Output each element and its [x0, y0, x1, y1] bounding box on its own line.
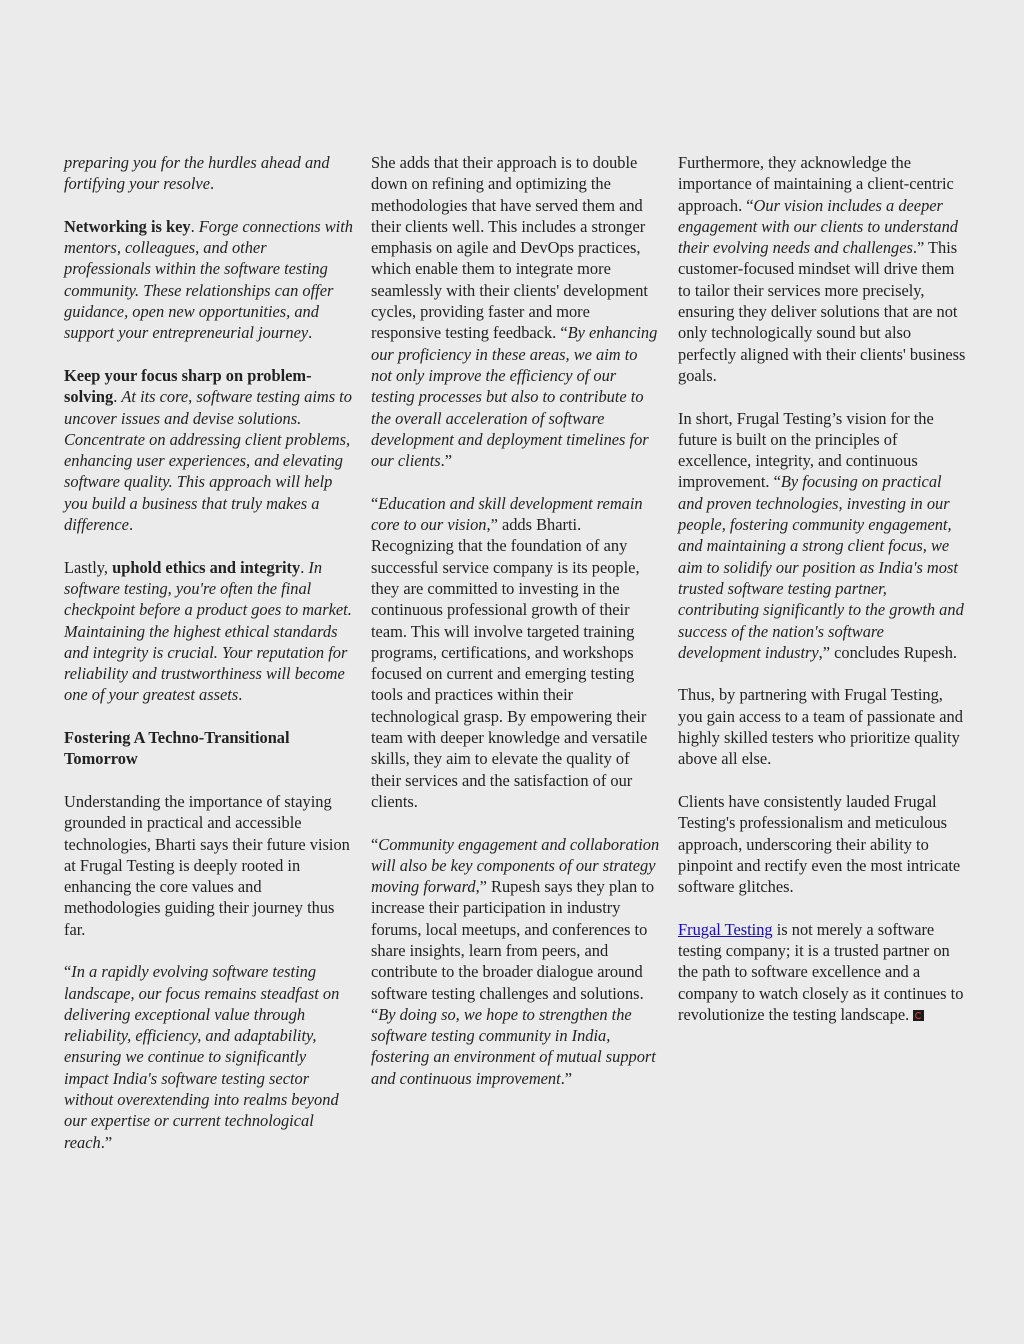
- paragraph-education: “Education and skill development remain core to our vision,” adds Bharti. Recognizing that the foundation of any successful service company is its people, they are committed to investing in the continuous professional growth of their team. This will involve targeted training programs, certifications, and workshops focused on current and emerging testing tools and practices within their technological grasp. By empowering their team with deeper knowledge and versatile skills, they aim to elevate the quality of their services and the satisfaction of our clients.: [371, 493, 648, 811]
- section-heading: Fostering A Techno-Transitional Tomorrow: [64, 728, 290, 769]
- frugal-testing-link[interactable]: Frugal Testing: [678, 919, 773, 939]
- paragraph-partnering: Thus, by partnering with Frugal Testing, you gain access to a team of passionate and highly skilled testers who prioritize quality above all else.: [678, 685, 963, 769]
- column-2: [371, 152, 661, 1110]
- paragraph-client-centric: Furthermore, they acknowledge the importance of maintaining a client-centric approach. “Our vision includes a deeper engagement with our clients to understand their evolving needs and challenges.” This customer-focused mindset will drive them to tailor their services more precisely, ensuring they deliver solutions that are not only technologically sound but also perfectly aligned with their clients' business goals.: [678, 153, 966, 385]
- paragraph-ethics: Lastly, uphold ethics and integrity. In software testing, you're often the final checkpoint before a product goes to market. Maintaining the highest ethical standards and integrity is crucial. Your reputation for reliability and trustworthiness will become one of your greatest assets.: [64, 557, 352, 705]
- paragraph-networking: Networking is key. Forge connections with mentors, colleagues, and other professionals within the software testing community. These relationships can offer guidance, open new opportunities, and support your entrepreneurial journey.: [64, 216, 353, 343]
- paragraph-problem-solving: Keep your focus sharp on problem-solving. At its core, software testing aims to uncover issues and devise solutions. Concentrate on addressing client problems, enhancing user experiences, and elevating software quality. This approach will help you build a business that truly makes a difference.: [64, 365, 352, 535]
- tip-heading: Networking is key: [64, 216, 191, 236]
- paragraph-quote-landscape: “In a rapidly evolving software testing landscape, our focus remains steadfast on delivering exceptional value through reliability, efficiency, and adaptability, ensuring we continue to significantly impact India's software testing sector without overextending into realms beyond our expertise or current technological reach.”: [64, 962, 340, 1152]
- paragraph-vision-summary: In short, Frugal Testing’s vision for the future is built on the principles of excellence, integrity, and continuous improvement. “By focusing on practical and proven technologies, investing in our people, fostering community engagement, and maintaining a strong client focus, we aim to solidify our position as India's most trusted software testing partner, contributing significantly to the growth and success of the nation's software development industry,” concludes Rupesh.: [678, 408, 964, 662]
- end-of-article-mark-icon: [913, 1010, 924, 1021]
- paragraph-closing: Frugal Testing is not merely a software testing company; it is a trusted partner on the path to software excellence and a company to watch closely as it continues to revolutionize the testing landscape.: [678, 919, 964, 1024]
- paragraph-understanding: Understanding the importance of staying grounded in practical and accessible technologies, Bharti says their future vision at Frugal Testing is deeply rooted in enhancing the core values and methodologies guiding their journey thus far.: [64, 791, 350, 939]
- paragraph-clients-lauded: Clients have consistently lauded Frugal Testing's professionalism and meticulous approach, underscoring their ability to pinpoint and rectify even the most intricate software glitches.: [678, 791, 961, 897]
- tip-heading: Keep your focus sharp on problem-solving: [64, 365, 312, 407]
- tip-heading: uphold ethics and integrity: [112, 557, 301, 577]
- paragraph-intro-continued: preparing you for the hurdles ahead and fortifying your resolve.: [64, 153, 330, 194]
- column-3: [678, 152, 968, 1046]
- column-1: [64, 152, 354, 1174]
- paragraph-community: “Community engagement and collaboration will also be key components of our strategy moving forward,” Rupesh says they plan to increase their participation in industry forums, local meetups, and conferences to share insights, learn from peers, and contribute to the broader dialogue around software testing challenges and solutions. “By doing so, we hope to strengthen the software testing community in India, fostering an environment of mutual support and continuous improvement.”: [371, 834, 660, 1088]
- paragraph-approach: She adds that their approach is to double down on refining and optimizing the methodologies that have served them and their clients well. This includes a stronger emphasis on agile and DevOps practices, which enable them to integrate more seamlessly with their clients' development cycles, providing faster and more responsive testing feedback. “By enhancing our proficiency in these areas, we aim to not only improve the efficiency of our testing processes but also to contribute to the overall acceleration of software development and deployment timelines for our clients.”: [371, 153, 658, 471]
